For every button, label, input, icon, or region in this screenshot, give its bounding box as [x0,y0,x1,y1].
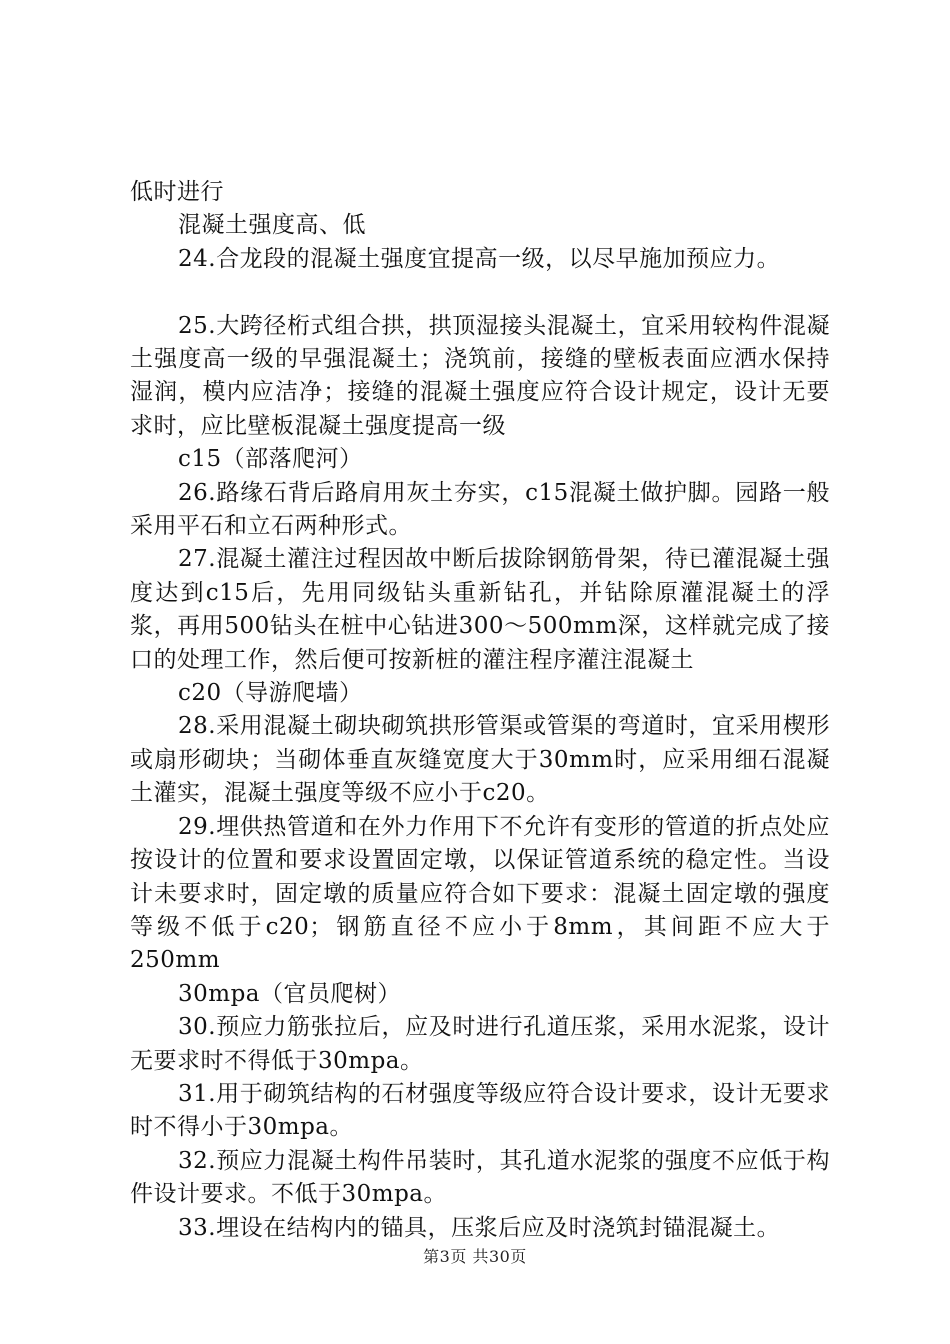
blank-line [130,276,830,309]
paragraph-heading-c15: c15（部落爬河） [178,446,363,473]
paragraph-heading-c20: c20（导游爬墙） [178,680,363,707]
document-body [130,176,830,1245]
paragraph-item-29: 29.埋供热管道和在外力作用下不允许有变形的管道的折点处应按设计的位置和要求设置固定墩，以保证管道系统的稳定性。当设计未要求时，固定墩的质量应符合如下要求：混凝土固定墩的强度等级不低于c20；钢筋直径不应小于8mm，其间距不应大于250mm [130,813,830,974]
paragraph-item-25: 25.大跨径桁式组合拱，拱顶湿接头混凝土，宜采用较构件混凝土强度高一级的早强混凝土；浇筑前，接缝的壁板表面应洒水保持湿润，模内应洁净；接缝的混凝土强度应符合设计规定，设计无要求时，应比壁板混凝土强度提高一级 [130,312,830,439]
paragraph-heading-strength: 混凝土强度高、低 [178,212,366,239]
page-number-footer: 第3页 共30页 [423,1247,527,1266]
paragraph-item-24: 24.合龙段的混凝土强度宜提高一级，以尽早施加预应力。 [178,245,781,272]
paragraph-item-27: 27.混凝土灌注过程因故中断后拔除钢筋骨架，待已灌混凝土强度达到c15后，先用同级钻头重新钻孔，并钻除原灌混凝土的浮浆，再用500钻头在桩中心钻进300～500mm深，这样就完成了接口的处理工作，然后便可按新桩的灌注程序灌注混凝土 [130,546,830,673]
paragraph-item-32: 32.预应力混凝土构件吊装时，其孔道水泥浆的强度不应低于构件设计要求。不低于30mpa。 [130,1147,830,1208]
paragraph-item-28: 28.采用混凝土砌块砌筑拱形管渠或管渠的弯道时，宜采用楔形或扇形砌块；当砌体垂直灰缝宽度大于30mm时，应采用细石混凝土灌实，混凝土强度等级不应小于c20。 [130,713,830,807]
paragraph-heading-30mpa: 30mpa（官员爬树） [178,980,402,1007]
paragraph-continuation: 低时进行 [130,179,224,205]
paragraph-item-30: 30.预应力筋张拉后，应及时进行孔道压浆，采用水泥浆，设计无要求时不得低于30mpa。 [130,1014,830,1074]
paragraph-item-31: 31.用于砌筑结构的石材强度等级应符合设计要求，设计无要求时不得小于30mpa。 [130,1080,830,1141]
paragraph-item-33: 33.埋设在结构内的锚具，压浆后应及时浇筑封锚混凝土。 [178,1214,781,1241]
paragraph-item-26: 26.路缘石背后路肩用灰土夯实，c15混凝土做护脚。园路一般采用平石和立石两种形式。 [130,479,830,540]
